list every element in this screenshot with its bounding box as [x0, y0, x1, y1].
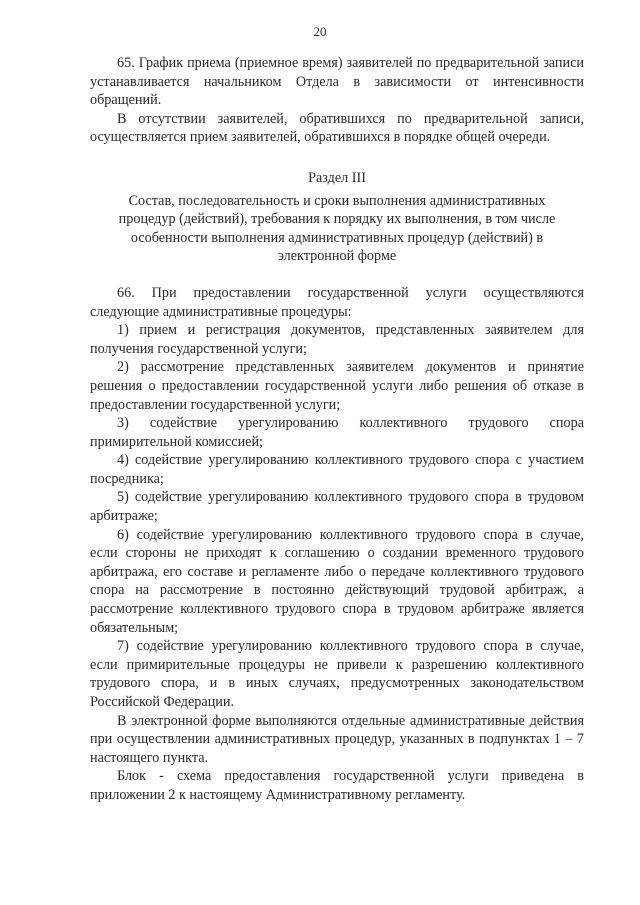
section-header: [90, 169, 584, 266]
list-item-3: 3) содействие урегулированию коллективного трудового спора примирительной комиссией;: [90, 415, 584, 450]
list-item-2: 2) рассмотрение представленных заявителем документов и принятие решения о предоставлении государственной услуги либо решения об отказе в предоставлении государственной услуги;: [90, 359, 584, 413]
paragraph-66: 66. При предоставлении государственной услуги осуществляются следующие административные процедуры:: [90, 284, 584, 320]
paragraph-flowchart: Блок - схема предоставления государственной услуги приведена в приложении 2 к настоящему Административному регламенту.: [90, 768, 584, 803]
paragraph-queue: В отсутствии заявителей, обратившихся по предварительной записи, осуществляется прием заявителей, обратившихся в порядке общей очереди.: [90, 110, 584, 146]
page-number: 20: [313, 24, 327, 39]
document-body: [90, 54, 584, 805]
paragraph-65: 65. График приема (приемное время) заявителей по предварительной записи устанавливается начальником Отдела в зависимости от интенсивности обращений.: [90, 55, 584, 109]
list-item-7: 7) содействие урегулированию коллективного трудового спора в случае, если примирительные процедуры не привели к разрешению коллективного трудового спора, и в иных случаях, предусмотренных законодательством Российской Федерации.: [90, 638, 584, 710]
section-title: Раздел III: [308, 169, 366, 186]
list-item-6: 6) содействие урегулированию коллективного трудового спора в случае, если стороны не приходят к соглашению о создании временного трудового арбитража, его составе и регламенте либо о передаче коллективного трудового спора на рассмотрение в постоянно действующий трудовой арбитраж, а рассмотрение коллективного трудового спора в трудовом арбитраже является обязательным;: [90, 526, 584, 636]
list-item-4: 4) содействие урегулированию коллективного трудового спора с участием посредника;: [90, 452, 584, 487]
section-heading: Состав, последовательность и сроки выполнения административных процедур (действий), требования к порядку их выполнения, в том числе особенности выполнения административных процедур (действий) в электронной форме: [118, 192, 556, 265]
list-item-5: 5) содействие урегулированию коллективного трудового спора в трудовом арбитраже;: [90, 489, 584, 525]
paragraph-electronic-form: В электронной форме выполняются отдельные административные действия при осуществлении административных процедур, указанных в подпунктах 1 – 7 настоящего пункта.: [90, 712, 584, 766]
list-item-1: 1) прием и регистрация документов, представленных заявителем для получения государственной услуги;: [90, 322, 584, 357]
